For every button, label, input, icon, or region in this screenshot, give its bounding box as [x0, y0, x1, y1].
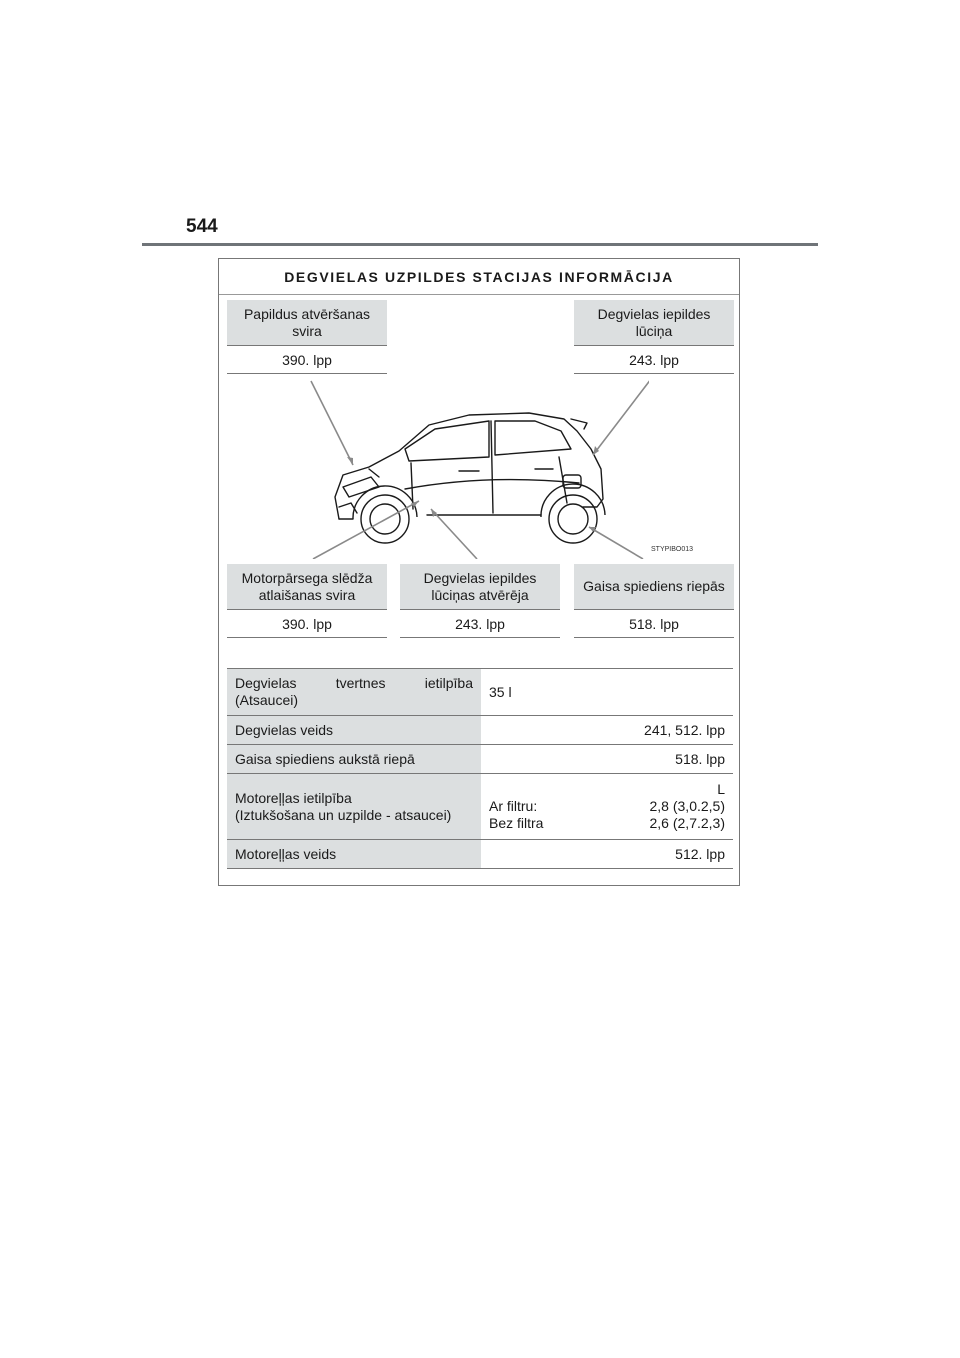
- oil-with-filter-label: Ar filtru:: [489, 798, 538, 814]
- callout-page-ref[interactable]: 518. lpp: [574, 610, 734, 638]
- leader-filler-opener: [431, 509, 477, 559]
- spec-value: 35 l: [481, 669, 733, 716]
- spec-key: Motoreļļas veids: [227, 840, 481, 869]
- callout-page-ref[interactable]: 243. lpp: [400, 610, 560, 638]
- oil-without-filter-value: 2,6 (2,7.2,3): [649, 815, 725, 831]
- rear-tire: [549, 495, 597, 543]
- spec-key-word: tvertnes: [335, 675, 386, 691]
- box-title: DEGVIELAS UZPILDES STACIJAS INFORMĀCIJA: [219, 259, 739, 295]
- leader-aux-lever: [311, 381, 353, 465]
- oil-without-filter-label: Bez filtra: [489, 815, 544, 831]
- callout-label: Degvielas iepildes lūciņas atvērēja: [400, 564, 560, 610]
- callout-page-ref[interactable]: 243. lpp: [574, 346, 734, 374]
- rear-rim: [558, 504, 588, 534]
- spec-row-fuel-type: [227, 716, 733, 745]
- spec-value[interactable]: 241, 512. lpp: [481, 716, 733, 745]
- leader-hood-release: [313, 501, 419, 559]
- leader-filler-door: [593, 379, 649, 455]
- callout-page-ref[interactable]: 390. lpp: [227, 346, 387, 374]
- spec-key-note: (Atsaucei): [235, 692, 299, 708]
- oil-with-filter-row: [489, 798, 725, 815]
- car-illustration: [309, 379, 649, 559]
- callout-label: Degvielas iepildes lūciņa: [574, 300, 734, 346]
- callout-page-ref[interactable]: 390. lpp: [227, 610, 387, 638]
- oil-with-filter-value: 2,8 (3,0.2,5): [649, 798, 725, 814]
- spec-value[interactable]: 518. lpp: [481, 745, 733, 774]
- spec-row-engine-oil-capacity: [227, 774, 733, 840]
- body-outline: [335, 413, 603, 519]
- spec-key-word: Degvielas: [235, 675, 297, 691]
- spec-key-word: ietilpība: [424, 675, 473, 691]
- page-number: 544: [186, 216, 218, 237]
- spec-row-fuel-tank-capacity: [227, 669, 733, 716]
- front-window: [405, 421, 489, 461]
- spec-row-engine-oil-type: [227, 840, 733, 869]
- spec-key: Degvielas veids: [227, 716, 481, 745]
- callout-fuel-door-opener: [400, 564, 560, 638]
- spec-row-cold-tire-pressure: [227, 745, 733, 774]
- spec-key: Motoreļļas ietilpība: [235, 789, 352, 806]
- callout-hood-release-lever: [227, 564, 387, 638]
- header-rule: [142, 243, 818, 246]
- fuel-info-box: [218, 258, 740, 886]
- rear-window: [495, 421, 571, 455]
- spec-value[interactable]: 512. lpp: [481, 840, 733, 869]
- spec-key-note: (Iztukšošana un uzpilde - atsaucei): [235, 806, 452, 823]
- spec-key: Gaisa spiediens aukstā riepā: [227, 745, 481, 774]
- oil-unit: L: [717, 781, 725, 797]
- leader-tire-pressure: [589, 527, 643, 559]
- callout-label: Papildus atvēršanas svira: [227, 300, 387, 346]
- callout-auxiliary-release-lever: [227, 300, 387, 374]
- callout-label: Motorpārsega slēdža atlaišanas svira: [227, 564, 387, 610]
- callout-fuel-filler-door: [574, 300, 734, 374]
- headlight: [343, 477, 379, 497]
- callout-label: Gaisa spiediens riepās: [574, 564, 734, 610]
- spec-table: [227, 668, 733, 869]
- front-wheel-arch: [353, 486, 417, 519]
- callout-tire-pressure: [574, 564, 734, 638]
- figure-code: STYPIBO013: [651, 546, 694, 553]
- oil-without-filter-row: [489, 815, 725, 832]
